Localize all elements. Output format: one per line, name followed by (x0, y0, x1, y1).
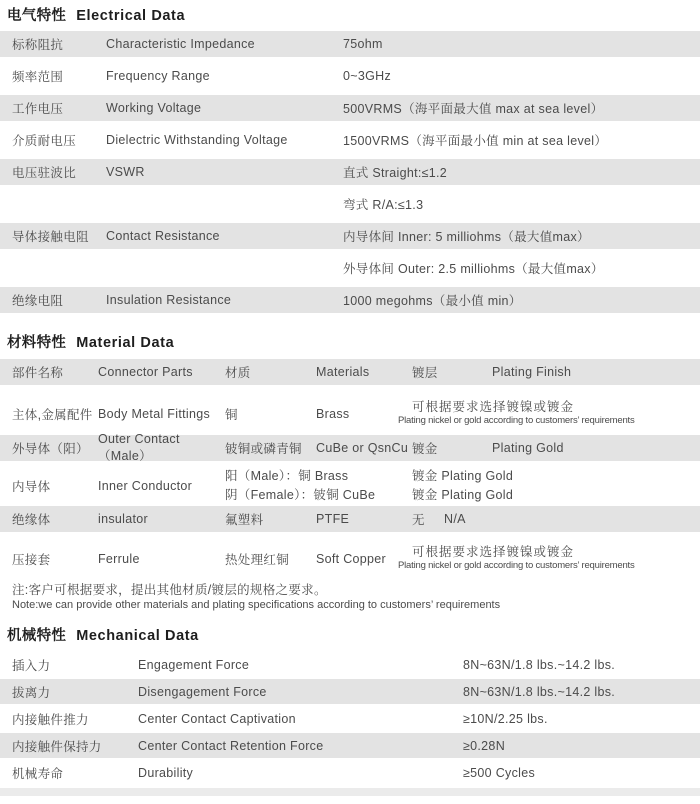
part-name-en: Outer Contact（Male） (98, 432, 180, 463)
spec-label-en: Insulation Resistance (106, 293, 232, 307)
col-header-plating-cn: 镀层 (412, 366, 438, 380)
spec-label-en: Center Contact Retention Force (138, 738, 324, 753)
material-en: Soft Copper (316, 551, 387, 566)
plating-cn: 镀金 (412, 442, 438, 456)
table-row (0, 159, 700, 185)
plating-cn: 无 (412, 513, 425, 527)
table-row (0, 255, 700, 281)
spec-label-en: Contact Resistance (106, 229, 220, 243)
electrical-table (0, 31, 700, 313)
electrical-title-en: Electrical Data (76, 8, 186, 24)
spec-value: 75ohm (343, 37, 383, 51)
table-row (0, 537, 700, 580)
part-name-cn: 绝缘体 (12, 513, 51, 527)
material-cell (225, 467, 412, 505)
spec-value: ≥0.28N (463, 738, 506, 753)
plating-cell (398, 544, 700, 573)
spec-value: 0~3GHz (343, 69, 392, 83)
spec-label-en: Durability (138, 765, 194, 780)
spec-value: 500VRMS（海平面最大值 max at sea level） (343, 102, 604, 116)
spec-label-cn: 标称阻抗 (12, 38, 64, 52)
col-header-material-en: Materials (316, 365, 370, 379)
material-title-cn: 材料特性 (7, 335, 67, 351)
spec-label-en: Working Voltage (106, 101, 202, 115)
plating-line-cn: 可根据要求选择镀镍或镀金 (412, 399, 575, 414)
material-header-row (0, 359, 700, 385)
table-row (0, 466, 700, 506)
part-name-cn: 压接套 (12, 552, 51, 567)
material-en: Brass (316, 406, 350, 421)
spec-label-cn: 拔离力 (12, 685, 51, 700)
col-header-material-cn: 材质 (225, 366, 251, 380)
table-row (0, 95, 700, 121)
table-row (0, 191, 700, 217)
spec-label-en: Engagement Force (138, 657, 250, 672)
table-row (0, 506, 700, 532)
part-name-en: Inner Conductor (98, 479, 193, 493)
plating-en: Plating Gold (492, 441, 564, 455)
electrical-title-cn: 电气特性 (7, 8, 67, 24)
material-cn: 铜 (225, 407, 238, 422)
spec-label-en: Center Contact Captivation (138, 711, 296, 726)
part-name-cn: 外导体（阳） (12, 442, 89, 456)
material-cn: 氟塑料 (225, 513, 264, 527)
table-row (0, 760, 700, 785)
spec-label-cn: 介质耐电压 (12, 134, 77, 148)
material-cn: 铍铜或磷青铜 (225, 442, 302, 456)
plating-cell (398, 399, 700, 428)
mechanical-section-title (0, 626, 700, 646)
spec-value: 内导体间 Inner: 5 milliohms（最大值max） (343, 230, 590, 244)
mechanical-title-en: Mechanical Data (76, 628, 199, 645)
spec-value: 直式 Straight:≤1.2 (343, 166, 448, 180)
table-row (0, 733, 700, 758)
plating-line-cn: 可根据要求选择镀镍或镀金 (412, 544, 575, 559)
part-name-en: Ferrule (98, 551, 140, 566)
table-row (0, 392, 700, 435)
spec-label-cn: 内接触件保持力 (12, 739, 102, 754)
col-header-plating-en: Plating Finish (492, 365, 572, 379)
table-row (0, 223, 700, 249)
spec-value: ≥10N/2.25 lbs. (463, 711, 548, 726)
plating-line-en: Plating nickel or gold according to customers’ requirements (398, 560, 635, 572)
spec-label-cn: 频率范围 (12, 70, 64, 84)
spec-label-cn: 电压驻波比 (12, 166, 77, 180)
bottom-partial-row (0, 788, 700, 796)
spec-value: 1500VRMS（海平面最小值 min at sea level） (343, 134, 608, 148)
plating-line-en: Plating nickel or gold according to customers’ requirements (398, 415, 635, 427)
col-header-part-cn: 部件名称 (12, 366, 64, 380)
spec-value: 1000 megohms（最小值 min） (343, 294, 522, 308)
note-line-cn: 注:客户可根据要求，提出其他材质/镀层的规格之要求。 (12, 583, 327, 597)
material-line-female: 阴（Female）：铍铜 CuBe (225, 488, 376, 502)
table-row (0, 652, 700, 677)
spec-value: 8N~63N/1.8 lbs.~14.2 lbs. (463, 657, 616, 672)
spec-label-cn: 导体接触电阻 (12, 230, 89, 244)
mechanical-title-cn: 机械特性 (7, 628, 67, 645)
spec-label-en: VSWR (106, 165, 145, 179)
spec-label-cn: 机械寿命 (12, 766, 64, 781)
table-row (0, 679, 700, 704)
col-header-part-en: Connector Parts (98, 365, 193, 379)
part-name-en: Body Metal Fittings (98, 406, 210, 421)
electrical-section-title (0, 0, 700, 26)
note-line-en: Note:we can provide other materials and plating specifications according to customers’ requirements (12, 598, 501, 611)
material-section-title (0, 333, 700, 353)
material-note (0, 583, 700, 612)
material-line-male: 阳（Male）：铜 Brass (225, 469, 349, 484)
plating-line-female: 镀金 Plating Gold (412, 488, 514, 502)
spec-label-cn: 绝缘电阻 (12, 294, 64, 308)
table-row (0, 287, 700, 313)
spec-value: 8N~63N/1.8 lbs.~14.2 lbs. (463, 684, 616, 699)
spec-label-en: Dielectric Withstanding Voltage (106, 133, 288, 147)
spec-label-cn: 内接触件推力 (12, 712, 89, 727)
material-cn: 热处理红铜 (225, 552, 290, 567)
table-row (0, 432, 700, 463)
spec-label-en: Disengagement Force (138, 684, 267, 699)
table-row (0, 63, 700, 89)
material-en: CuBe or QsnCu (316, 441, 409, 455)
material-title-en: Material Data (76, 335, 175, 351)
spec-label-cn: 工作电压 (12, 102, 64, 116)
part-name-cn: 内导体 (12, 480, 51, 494)
table-row (0, 31, 700, 57)
spec-value: 弯式 R/A:≤1.3 (343, 198, 424, 212)
part-name-cn: 主体,金属配件 (12, 407, 93, 422)
plating-line-male: 镀金 Plating Gold (412, 469, 514, 484)
plating-en: N/A (444, 512, 466, 526)
spec-value: 外导体间 Outer: 2.5 milliohms（最大值max） (343, 262, 604, 276)
material-table (0, 359, 700, 612)
spec-label-en: Frequency Range (106, 69, 210, 83)
material-en: PTFE (316, 512, 350, 526)
mechanical-table (0, 652, 700, 785)
spec-value: ≥500 Cycles (463, 765, 535, 780)
spec-label-en: Characteristic Impedance (106, 37, 255, 51)
plating-cell (412, 467, 700, 505)
part-name-en: insulator (98, 512, 148, 526)
table-row (0, 127, 700, 153)
spec-label-cn: 插入力 (12, 658, 51, 673)
table-row (0, 706, 700, 731)
